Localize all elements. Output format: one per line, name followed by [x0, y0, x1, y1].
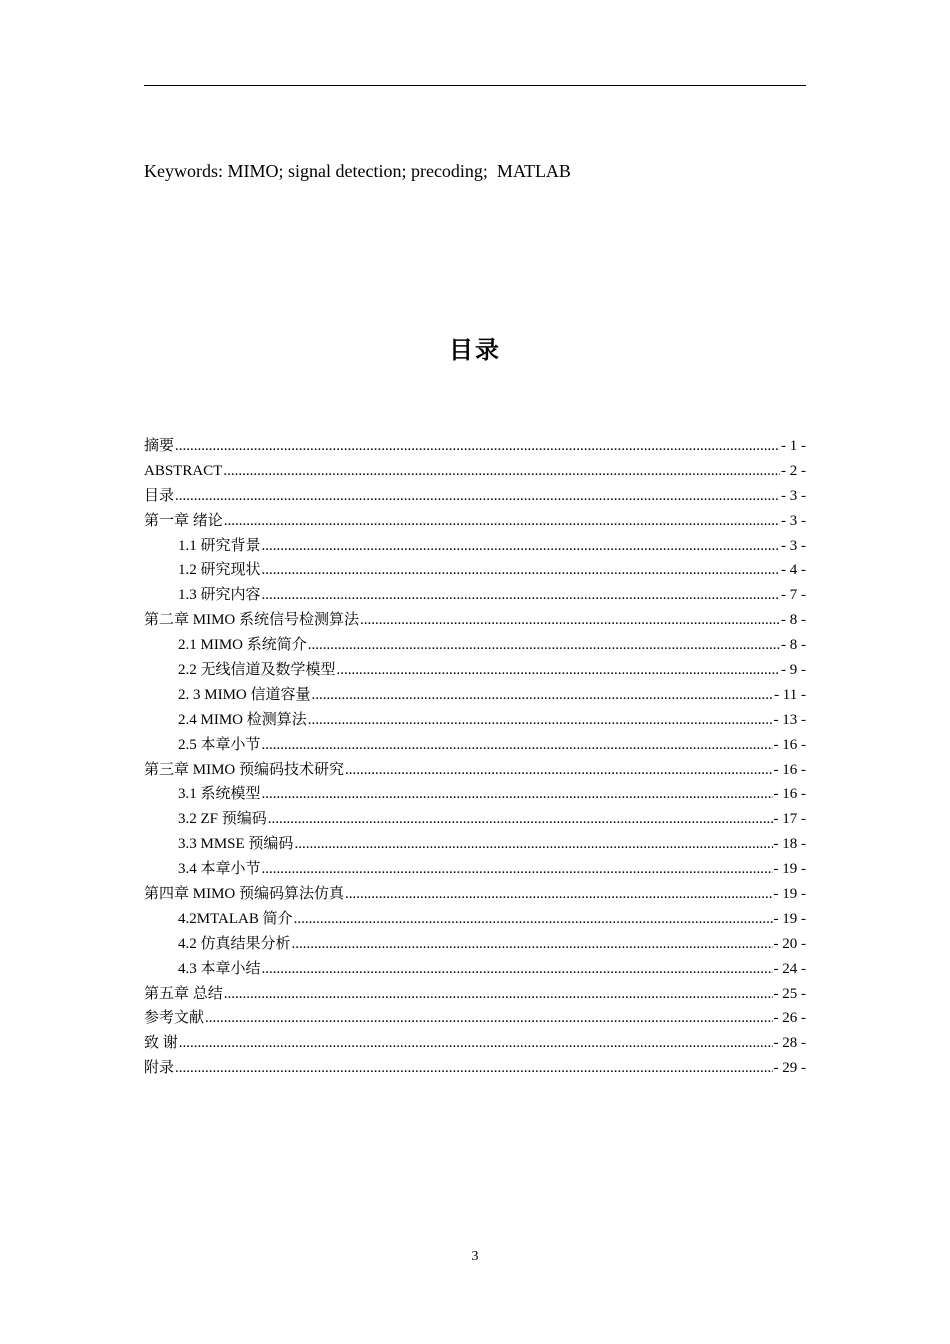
toc-dot-leader	[175, 1056, 772, 1081]
toc-entry-page: - 3 -	[781, 512, 806, 529]
toc-dot-leader	[312, 683, 774, 708]
toc-dot-leader	[262, 733, 773, 758]
toc-dot-leader	[308, 633, 780, 658]
toc-entry-label: 3.4 本章小节	[178, 861, 261, 878]
toc-dot-leader	[268, 807, 773, 832]
toc-entry-label: 1.3 研究内容	[178, 587, 261, 604]
toc-entry-label: 摘要	[144, 438, 175, 454]
toc-entry-page: - 19 -	[773, 886, 806, 903]
toc-entry-page: - 8 -	[781, 612, 806, 629]
toc-entry[interactable]	[144, 758, 806, 783]
toc-entry-page: - 19 -	[773, 861, 806, 878]
keywords-line: Keywords: MIMO; signal detection; precoding; MATLAB	[144, 161, 571, 181]
toc-entry-page: - 8 -	[781, 637, 806, 654]
toc-dot-leader	[294, 832, 772, 857]
toc-entry[interactable]	[144, 708, 806, 733]
toc-dot-leader	[262, 583, 780, 608]
toc-dot-leader	[175, 484, 780, 509]
toc-entry[interactable]	[144, 957, 806, 982]
toc-dot-leader	[262, 534, 780, 559]
toc-dot-leader	[175, 434, 780, 459]
toc-entry-label: 4.2MTALAB 简介	[178, 910, 293, 927]
toc-entry-label: 2.2 无线信道及数学模型	[178, 662, 336, 679]
toc-dot-leader	[337, 658, 780, 683]
toc-dot-leader	[345, 882, 772, 907]
toc-dot-leader	[294, 907, 773, 932]
toc-entry-label: 4.2 仿真结果分析	[178, 935, 291, 952]
toc-entry-page: - 20 -	[773, 935, 806, 952]
toc-dot-leader	[205, 1006, 772, 1031]
toc-entry-page: - 2 -	[781, 462, 806, 479]
toc-entry-label: 目录	[144, 487, 175, 504]
toc-entry-label: 参考文献	[144, 1010, 205, 1027]
header-rule	[144, 85, 806, 86]
toc-dot-leader	[308, 708, 773, 733]
toc-entry-label: 2.4 MIMO 检测算法	[178, 711, 307, 728]
toc-entry-page: - 29 -	[773, 1060, 806, 1077]
toc-entry-page: - 24 -	[773, 960, 806, 977]
toc-dot-leader	[262, 957, 773, 982]
toc-entry-page: - 3 -	[781, 537, 806, 554]
toc-entry[interactable]	[144, 1006, 806, 1031]
toc-dot-leader	[224, 982, 773, 1007]
toc-entry-label: 第三章 MIMO 预编码技术研究	[144, 761, 345, 778]
toc-entry[interactable]	[144, 907, 806, 932]
toc-entry-label: 第二章 MIMO 系统信号检测算法	[144, 612, 360, 629]
toc-entry-page: - 4 -	[781, 562, 806, 579]
toc-entry[interactable]	[144, 534, 806, 559]
toc-entry-label: 1.2 研究现状	[178, 562, 261, 579]
toc-entry-label: 附录	[144, 1060, 175, 1077]
toc-entry-label: 2.5 本章小节	[178, 736, 261, 753]
toc-entry-label: 3.3 MMSE 预编码	[178, 836, 294, 853]
toc-entry-label: 第五章 总结	[144, 985, 223, 1002]
toc-entry-page: - 13 -	[773, 711, 806, 728]
toc-entry-label: 致 谢	[144, 1035, 178, 1052]
toc-entry-page: - 16 -	[773, 786, 806, 803]
toc-dot-leader	[345, 758, 772, 783]
toc-entry-page: - 26 -	[773, 1010, 806, 1027]
toc-entry-label: 4.3 本章小结	[178, 960, 261, 977]
toc-entry-page: - 7 -	[781, 587, 806, 604]
toc-entry-page: - 28 -	[773, 1035, 806, 1052]
toc-entry[interactable]	[144, 882, 806, 907]
toc-entry-page: - 16 -	[773, 736, 806, 753]
toc-entry[interactable]	[144, 583, 806, 608]
toc-entry-label: 1.1 研究背景	[178, 537, 261, 554]
toc-dot-leader	[179, 1031, 773, 1056]
toc-dot-leader	[224, 509, 780, 534]
toc-dot-leader	[292, 932, 773, 957]
toc-entry[interactable]	[144, 857, 806, 882]
toc-entry-page: - 18 -	[773, 836, 806, 853]
toc-entry-label: 第一章 绪论	[144, 512, 223, 529]
toc-entry-page: - 3 -	[781, 487, 806, 504]
toc-entry[interactable]	[144, 1056, 806, 1081]
toc-dot-leader	[262, 857, 773, 882]
toc-entry[interactable]	[144, 484, 806, 509]
toc-entry[interactable]	[144, 658, 806, 683]
toc-entry-label: 2.1 MIMO 系统简介	[178, 637, 307, 654]
toc-entry[interactable]	[144, 434, 806, 459]
table-of-contents	[144, 434, 806, 1081]
toc-dot-leader	[223, 459, 780, 484]
toc-entry-label: 第四章 MIMO 预编码算法仿真	[144, 886, 345, 903]
toc-entry-page: - 17 -	[773, 811, 806, 828]
toc-entry-label: 3.1 系统模型	[178, 786, 261, 803]
toc-entry-page: - 11 -	[774, 686, 806, 703]
toc-entry-page: - 25 -	[773, 985, 806, 1002]
toc-entry-label: ABSTRACT	[144, 462, 223, 479]
toc-dot-leader	[262, 782, 773, 807]
toc-entry[interactable]	[144, 608, 806, 633]
toc-entry-page: - 16 -	[773, 761, 806, 778]
toc-entry-label: 2. 3 MIMO 信道容量	[178, 686, 311, 703]
toc-entry[interactable]	[144, 633, 806, 658]
toc-entry[interactable]	[144, 459, 806, 484]
toc-entry-page: - 1 -	[781, 438, 806, 454]
toc-entry[interactable]	[144, 683, 806, 708]
page-number: 3	[471, 1249, 479, 1264]
toc-entry[interactable]	[144, 558, 806, 583]
toc-entry[interactable]	[144, 1031, 806, 1056]
toc-title: 目录	[449, 336, 501, 364]
toc-entry[interactable]	[144, 782, 806, 807]
toc-entry-label: 3.2 ZF 预编码	[178, 811, 267, 828]
toc-entry[interactable]	[144, 832, 806, 857]
toc-entry-page: - 9 -	[781, 662, 806, 679]
toc-entry[interactable]	[144, 807, 806, 832]
toc-entry[interactable]	[144, 509, 806, 534]
toc-dot-leader	[262, 558, 780, 583]
toc-dot-leader	[360, 608, 780, 633]
toc-entry[interactable]	[144, 932, 806, 957]
toc-entry[interactable]	[144, 982, 806, 1007]
toc-entry[interactable]	[144, 733, 806, 758]
toc-entry-page: - 19 -	[773, 910, 806, 927]
